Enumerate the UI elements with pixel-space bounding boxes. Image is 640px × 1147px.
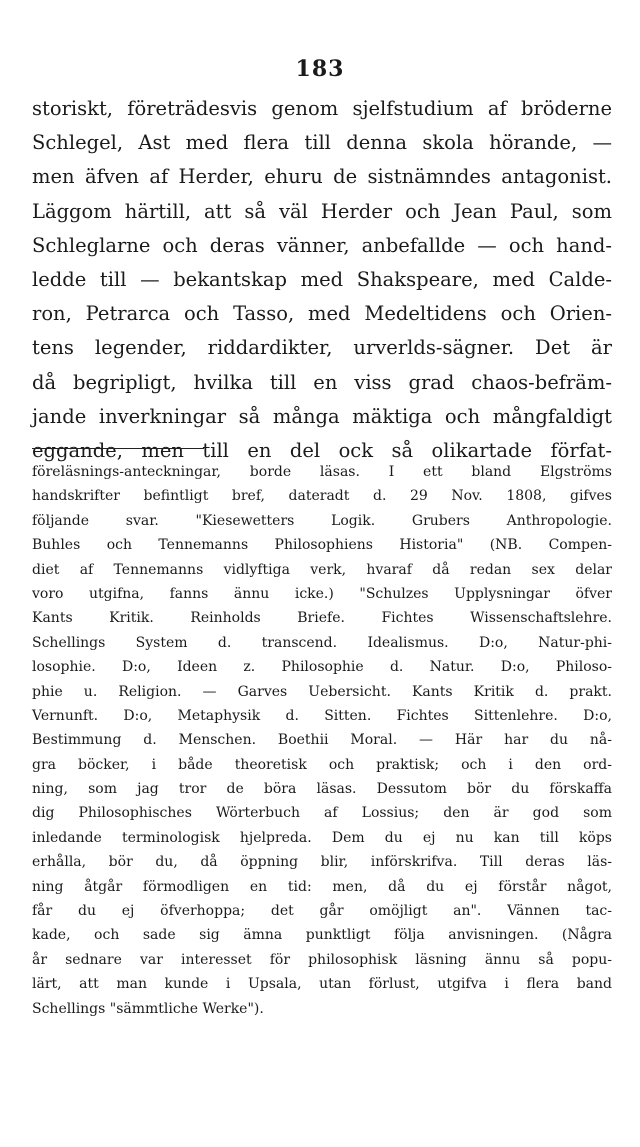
body-line: då begripligt, hvilka till en viss grad chaos-befräm- — [32, 370, 612, 394]
footnote-line: phie u. Religion. — Garves Uebersicht. Kants Kritik d. prakt. — [32, 683, 612, 700]
footnote-line: får du ej öfverhoppa; det går omöjligt an". Vännen tac- — [32, 903, 612, 920]
body-line: ledde till — bekantskap med Shakspeare, med Calde- — [32, 267, 612, 291]
body-line: ron, Petrarca och Tasso, med Medeltidens och Orien- — [32, 302, 612, 326]
footnote-line: Bestimmung d. Menschen. Boethii Moral. — Här har du nå- — [32, 732, 612, 749]
footnote-line: Kants Kritik. Reinholds Briefe. Fichtes Wissenschaftslehre. — [32, 610, 612, 627]
footnote-separator-rule — [32, 448, 204, 449]
body-line: jande inverkningar så många mäktiga och mångfaldigt — [32, 404, 612, 428]
body-text — [32, 92, 612, 468]
footnote-line: föreläsnings-anteckningar, borde läsas. I ett bland Elgströms — [32, 464, 612, 480]
body-line: eggande, men till en del ock så olikartade förfat- — [32, 438, 612, 462]
footnote-line: lärt, att man kunde i Upsala, utan förlust, utgifva i flera band — [32, 976, 612, 993]
body-line: Schlegel, Ast med flera till denna skola hörande, — — [32, 131, 612, 155]
footnote-line: följande svar. "Kiesewetters Logik. Grubers Anthropologie. — [32, 512, 612, 529]
footnote-line: handskrifter befintligt bref, dateradt d. 29 Nov. 1808, gifves — [32, 488, 612, 505]
footnote-line: Schellings "sämmtliche Werke"). — [32, 1000, 264, 1017]
footnote-line: gra böcker, i både theoretisk och praktisk; och i den ord- — [32, 756, 612, 773]
footnote-line: ning, som jag tror de böra läsas. Dessutom bör du förskaffa — [32, 781, 612, 798]
footnote-line: voro utgifna, fanns ännu icke.) "Schulzes Upplysningar öfver — [32, 585, 612, 602]
footnote-line: Buhles och Tennemanns Philosophiens Historia" (NB. Compen- — [32, 537, 612, 554]
body-line: Läggom härtill, att så väl Herder och Jean Paul, som — [32, 199, 612, 223]
footnote — [32, 460, 612, 1021]
footnote-line: erhålla, bör du, då öppning blir, införskrifva. Till deras läs- — [32, 854, 612, 871]
body-line: Schleglarne och deras vänner, anbefallde — och hand- — [32, 233, 612, 257]
body-line: storiskt, företrädesvis genom sjelfstudium af bröderne — [32, 97, 612, 120]
footnote-line: år sednare var interesset för philosophisk läsning ännu så popu- — [32, 951, 612, 968]
footnote-line: dig Philosophisches Wörterbuch af Lossius; den är god som — [32, 805, 612, 822]
body-line: men äfven af Herder, ehuru de sistnämndes antagonist. — [32, 165, 612, 189]
footnote-line: Vernunft. D:o, Metaphysik d. Sitten. Fichtes Sittenlehre. D:o, — [32, 707, 612, 724]
footnote-line: diet af Tennemanns vidlyftiga verk, hvaraf då redan sex delar — [32, 561, 612, 578]
page-number: 183 — [295, 56, 345, 82]
footnote-line: inledande terminologisk hjelpreda. Dem du ej nu kan till köps — [32, 829, 612, 846]
footnote-line: losophie. D:o, Ideen z. Philosophie d. Natur. D:o, Philoso- — [32, 659, 612, 676]
footnote-line: Schellings System d. transcend. Idealismus. D:o, Natur-phi- — [32, 634, 612, 651]
footnote-line: ning åtgår förmodligen en tid: men, då du ej förstår något, — [32, 878, 612, 895]
body-line: tens legender, riddardikter, urverlds-sägner. Det är — [32, 336, 612, 360]
footnote-line: kade, och sade sig ämna punktligt följa anvisningen. (Några — [32, 927, 612, 944]
